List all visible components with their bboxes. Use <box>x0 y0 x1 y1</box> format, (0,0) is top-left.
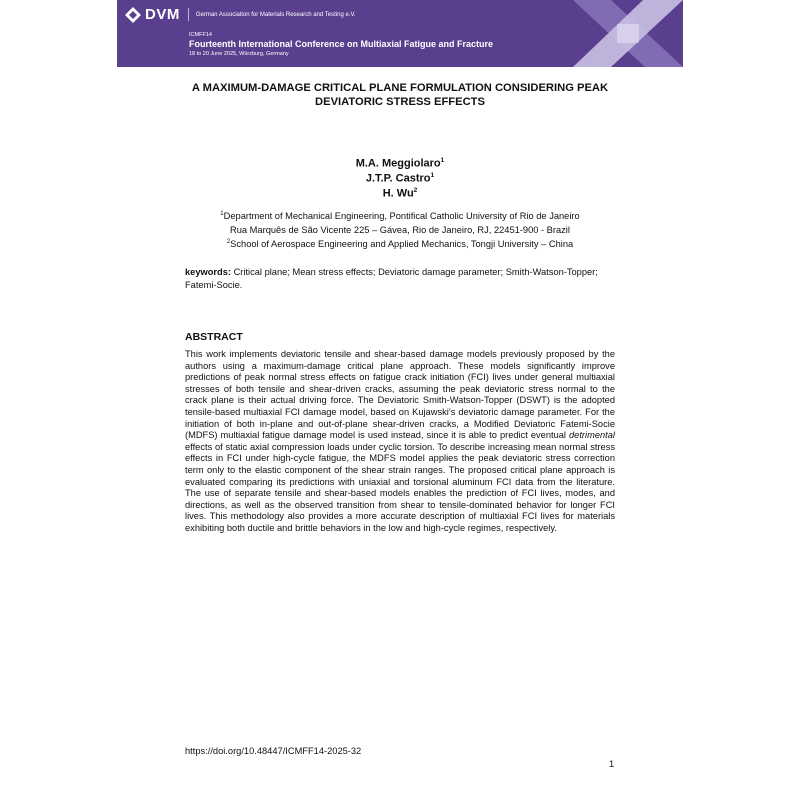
logo-text: DVM <box>145 6 180 23</box>
paper-title <box>117 81 683 109</box>
conference-banner <box>117 0 683 67</box>
paper-page <box>117 0 683 800</box>
affiliation: $^1$Department of Mechanical Engineering, Pontifical Catholic University of Rio de Janeiro <box>220 211 580 222</box>
conference-info <box>189 31 493 58</box>
keywords-label: keywords: <box>185 267 231 277</box>
keywords-text: Critical plane; Mean stress effects; Deviatoric damage parameter; Smith-Watson-Topper; Fatemi-Socie. <box>185 267 598 290</box>
abstract-text: This work implements deviatoric tensile and shear-based damage models previously proposed by the authors using a maximum-damage critical plane approach. These models significantly improve predictions of peak normal stress effects on fatigue crack initiation (FCI) lives under general multiaxial stresses of both tensile and shear-driven cracks, assuming the peak deviatoric stress normal to the crack plane is their actual driving force. The Deviatoric Smith-Watson-Topper (DSWT) is the adopted tensile-based multiaxial FCI damage model, based on Kujawski’s deviatoric damage parameter. For the initiation of both in-plane and out-of-plane shear-driven cracks, a Modified Deviatoric Fatemi-Socie (MDFS) multiaxial fatigue damage model is used instead, since it is able to predict eventual detrimental effects of static axial compression loads under cyclic torsion. To describe increasing mean normal stress effects in FCI under high-cycle fatigue, the MDFS model applies the peak deviatoric stress correction term only to the elastic component of the shear strain ranges. The proposed critical plane approach is evaluated comparing its predictions with uniaxial and torsional aluminum FCI data from the literature. The use of separate tensile and shear-based models enables the prediction of FCI lives, modes, and directions, as well as the observed transition from shear to tensile-dominated behavior for longer FCI lives. This methodology also provides a more accurate description of multiaxial FCI lives for materials exhibiting both ductile and brittle behaviors in the low and high-cycle regimes, respectively. <box>185 349 615 533</box>
conference-title: Fourteenth International Conference on Multiaxial Fatigue and Fracture <box>189 39 494 49</box>
title-line-2: DEVIATORIC STRESS EFFECTS <box>315 96 485 108</box>
affiliations <box>117 208 683 250</box>
title-line-1: A MAXIMUM-DAMAGE CRITICAL PLANE FORMULATION CONSIDERING PEAK <box>191 82 609 94</box>
affiliation: $^2$School of Aerospace Engineering and Applied Mechanics, Tongji University – China <box>226 239 574 250</box>
doi-link[interactable]: https://doi.org/10.48447/ICMFF14-2025-32 <box>185 746 362 756</box>
abstract-heading: ABSTRACT <box>185 331 243 343</box>
conference-code: ICMFF14 <box>189 32 212 38</box>
logo-divider <box>188 8 189 21</box>
dvm-logo <box>125 6 356 23</box>
x-graphic-icon <box>573 0 683 67</box>
diamond-logo-icon <box>125 7 141 23</box>
author: M.A. Meggiolaro$^1$ <box>355 157 445 170</box>
keywords <box>185 266 618 291</box>
conference-date: 18 to 20 June 2025, Würzburg, Germany <box>189 51 289 57</box>
author: H. Wu$^2$ <box>382 187 418 200</box>
author: J.T.P. Castro$^1$ <box>365 172 435 185</box>
author-list <box>117 155 683 200</box>
affiliation: Rua Marquês de São Vicente 225 – Gávea, Rio de Janeiro, RJ, 22451-900 - Brazil <box>230 225 570 236</box>
page-number: 1 <box>609 759 615 769</box>
organization-name: German Association for Materials Research and Testing e.V. <box>195 11 356 18</box>
